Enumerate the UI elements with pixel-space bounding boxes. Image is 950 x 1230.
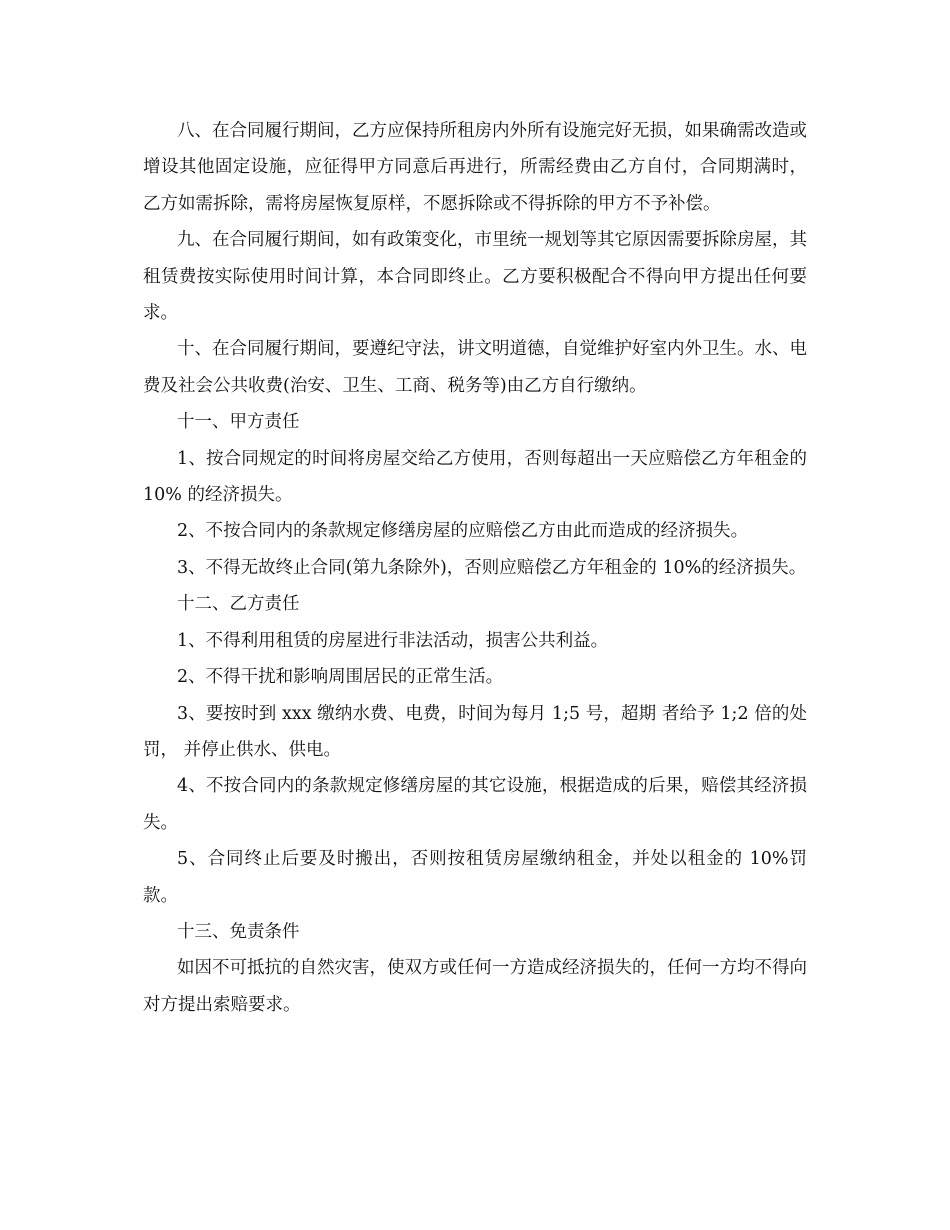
party-a-item-1: 1、按合同规定的时间将房屋交给乙方使用，否则每超出一天应赔偿乙方年租金的 10% 的经济损失。 <box>143 448 807 506</box>
clause-9-paragraph: 九、在合同履行期间，如有政策变化，市里统一规划等其它原因需要拆除房屋，其租赁费按实际使用时间计算，本合同即终止。乙方要积极配合不得向甲方提出任何要求。 <box>143 230 807 324</box>
exemption-paragraph: 如因不可抵抗的自然灾害，使双方或任何一方造成经济损失的，任何一方均不得向对方提出索赔要求。 <box>143 958 807 1015</box>
party-b-item-3: 3、要按时到 xxx 缴纳水费、电费，时间为每月 1;5 号，超期 者给予 1;2 倍的处罚， 并停止供水、供电。 <box>143 703 807 760</box>
clause-10-paragraph: 十、在合同履行期间，要遵纪守法，讲文明道德，自觉维护好室内外卫生。水、电费及社会公共收费(治安、卫生、工商、税务等)由乙方自行缴纳。 <box>143 339 807 396</box>
party-b-item-4: 4、不按合同内的条款规定修缮房屋的其它设施，根据造成的后果，赔偿其经济损失。 <box>143 776 807 833</box>
party-b-item-1: 1、不得利用租赁的房屋进行非法活动，损害公共利益。 <box>177 630 609 651</box>
document-body <box>143 113 807 1023</box>
party-a-item-3: 3、不得无故终止合同(第九条除外)，否则应赔偿乙方年租金的 10%的经济损失。 <box>177 557 807 578</box>
clause-8-paragraph: 八、在合同履行期间，乙方应保持所租房内外所有设施完好无损，如果确需改造或增设其他固定设施，应征得甲方同意后再进行，所需经费由乙方自付，合同期满时，乙方如需拆除，需将房屋恢复原样，不愿拆除或不得拆除的甲方不予补偿。 <box>143 121 807 214</box>
party-a-item-2: 2、不按合同内的条款规定修缮房屋的应赔偿乙方由此而造成的经济损失。 <box>177 521 749 542</box>
party-b-item-2: 2、不得干扰和影响周围居民的正常生活。 <box>177 667 504 688</box>
section-heading-exemption: 十三、免责条件 <box>177 921 300 942</box>
section-heading-party-a-responsibility: 十一、甲方责任 <box>177 412 300 433</box>
section-heading-party-b-responsibility: 十二、乙方责任 <box>177 594 300 615</box>
party-b-item-5: 5、合同终止后要及时搬出，否则按租赁房屋缴纳租金，并处以租金的 10%罚款。 <box>143 849 807 906</box>
